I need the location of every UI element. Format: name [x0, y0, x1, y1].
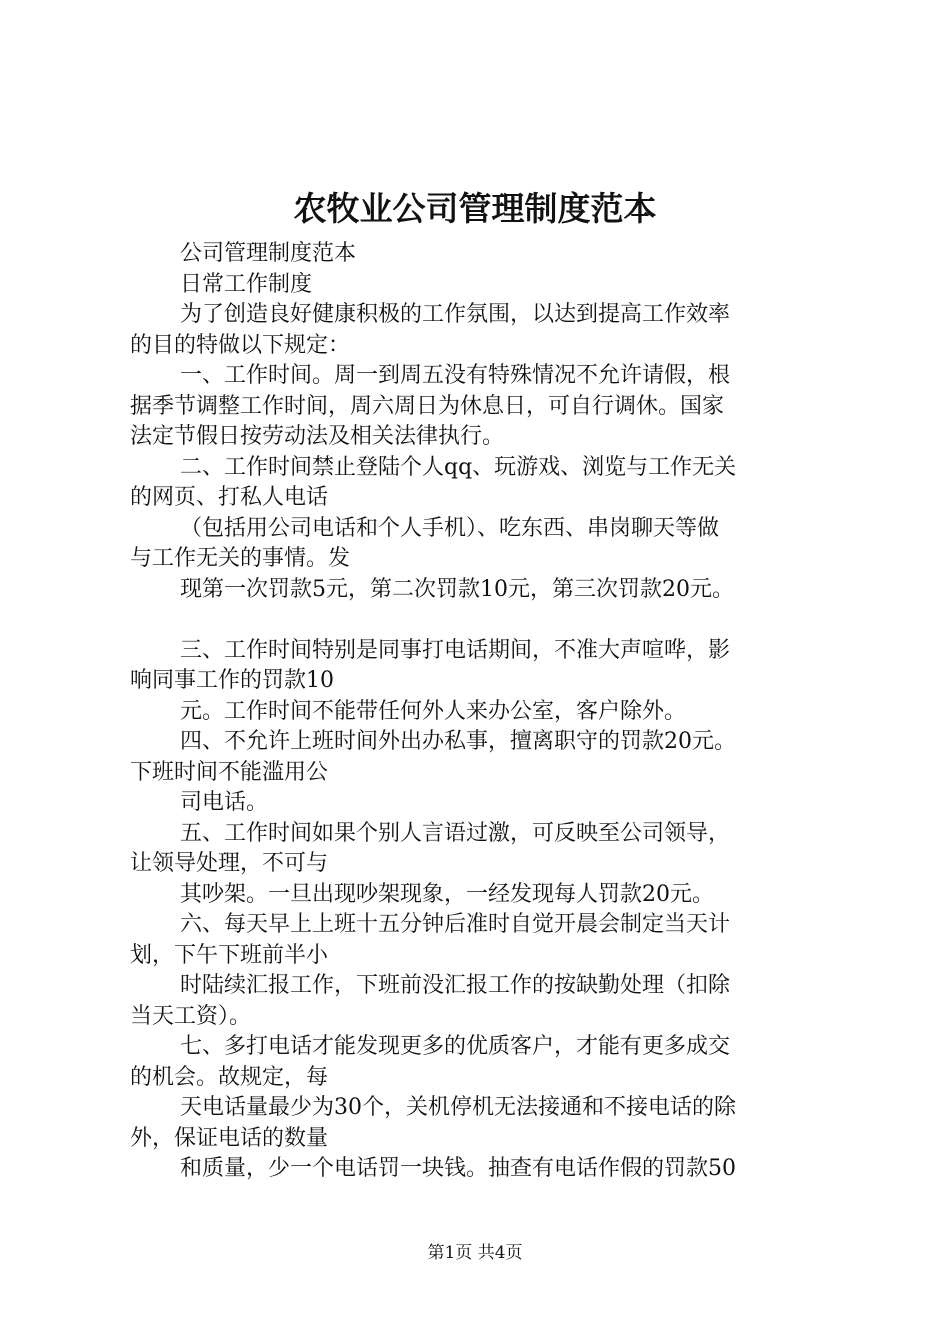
- body-line: 法定节假日按劳动法及相关法律执行。: [130, 424, 505, 449]
- body-line: 六、每天早上上班十五分钟后准时自觉开晨会制定当天计: [180, 912, 731, 937]
- body-line: 时陆续汇报工作，下班前没汇报工作的按缺勤处理（扣除: [180, 973, 731, 998]
- body-line: 让领导处理，不可与: [130, 851, 329, 876]
- body-line: 下班时间不能滥用公: [130, 759, 329, 785]
- body-line: 三、工作时间特别是同事打电话期间，不准大声喧哗，影: [180, 637, 731, 663]
- body-line: （包括用公司电话和个人手机）、吃东西、串岗聊天等做: [180, 515, 720, 541]
- body-line: 五、工作时间如果个别人言语过激，可反映至公司领导，: [180, 820, 731, 846]
- body-line: 和质量，少一个电话罚一块钱。抽查有电话作假的罚款50: [180, 1156, 736, 1181]
- body-line: [130, 605, 850, 636]
- body-line: 四、不允许上班时间外出办私事，擅离职守的罚款20元。: [180, 729, 736, 754]
- body-line: 二、工作时间禁止登陆个人qq、玩游戏、浏览与工作无关: [180, 454, 737, 480]
- body-line: 天电话量最少为30个，关机停机无法接通和不接电话的除: [180, 1095, 736, 1120]
- body-line: 七、多打电话才能发现更多的优质客户，才能有更多成交: [180, 1034, 731, 1059]
- body-line: 日常工作制度: [180, 271, 313, 297]
- body-line: 划，下午下班前半小: [130, 942, 329, 968]
- body-line: 元。工作时间不能带任何外人来办公室，客户除外。: [180, 698, 687, 724]
- document-title: 农牧业公司管理制度范本: [293, 189, 657, 228]
- body-line: 的网页、打私人电话: [130, 485, 329, 510]
- body-line: 的机会。故规定，每: [130, 1064, 329, 1090]
- document-body: [130, 239, 850, 1185]
- page-footer: 第1页 共4页: [427, 1243, 523, 1263]
- body-line: 司电话。: [180, 790, 269, 815]
- body-line: 其吵架。一旦出现吵架现象，一经发现每人罚款20元。: [180, 881, 714, 907]
- body-line: 一、工作时间。周一到周五没有特殊情况不允许请假，根: [180, 363, 731, 388]
- body-line: 外，保证电话的数量: [130, 1125, 329, 1151]
- body-line: 的目的特做以下规定：: [130, 332, 351, 358]
- body-line: 当天工资）。: [130, 1003, 252, 1029]
- body-line: 现第一次罚款5元，第二次罚款10元，第三次罚款20元。: [180, 576, 734, 602]
- body-line: 公司管理制度范本: [180, 241, 357, 266]
- body-line: 响同事工作的罚款10: [130, 668, 334, 693]
- body-line: 为了创造良好健康积极的工作氛围，以达到提高工作效率: [180, 302, 731, 327]
- body-line: 与工作无关的事情。发: [130, 546, 351, 571]
- body-line: 据季节调整工作时间，周六周日为休息日，可自行调休。国家: [130, 393, 725, 419]
